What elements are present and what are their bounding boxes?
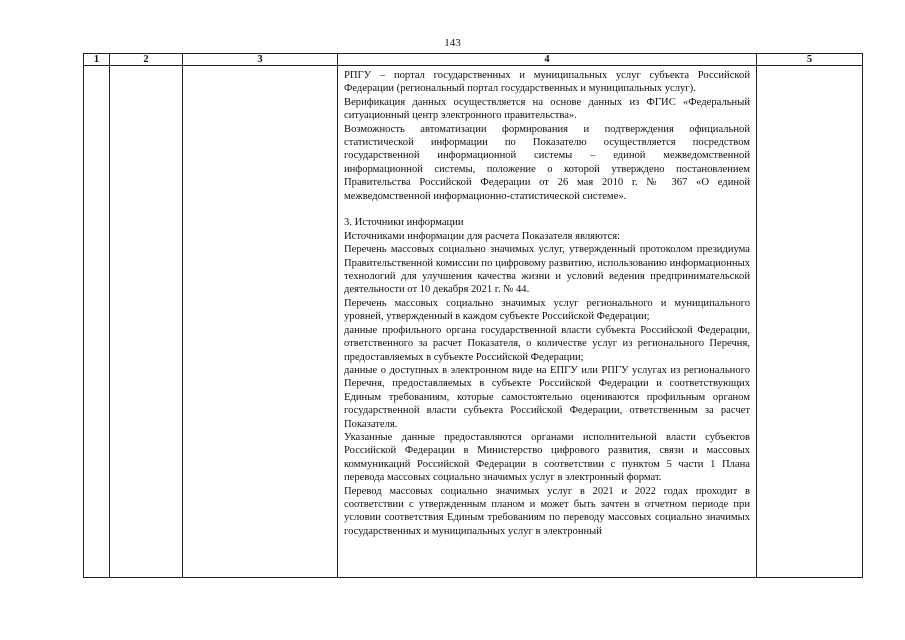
cell-col-1: [84, 66, 110, 578]
col-header-1: 1: [84, 54, 110, 66]
text-paragraph: Перевод массовых социально значимых услуг в 2021 и 2022 годах проходит в соответствии с утвержденным планом и может быть зачтен в отчетном периоде при условии соответствия Единым требованиям по переводу массовых социально значимых государственных и муниципальных услуг в электронный: [344, 485, 750, 537]
table-row: [84, 66, 863, 578]
cell-col-5: [757, 66, 863, 578]
table-header-row: [84, 54, 863, 66]
col-header-3: 3: [183, 54, 338, 66]
text-paragraph: РПГУ – портал государственных и муниципальных услуг субъекта Российской Федерации (региональный портал государственных и муниципальных услуг).: [344, 70, 750, 95]
text-paragraph: Перечень массовых социально значимых услуг, утвержденный протоколом президиума Правительственной комиссии по цифровому развитию, использованию информационных технологий для улучшения качества жизни и условий ведения предпринимательской деятельности от 10 декабря 2021 г. № 44.: [344, 244, 750, 296]
cell-col-3: [183, 66, 338, 578]
text-paragraph: Возможность автоматизации формирования и подтверждения официальной статистической информации по Показателю осуществляется посредством государственной информационной системы – единой межведомственной информационной системы, положение о которой утверждено постановлением Правительства Российской Федерации от 26 мая 2010 г. № 367 «О единой межведомственной информационно-статистической системе».: [344, 123, 750, 202]
cell-col-4: [338, 66, 757, 578]
col-header-5: 5: [757, 54, 863, 66]
document-table: [83, 53, 863, 578]
text-paragraph: Перечень массовых социально значимых услуг регионального и муниципального уровней, утвержденный в каждом субъекте Российской Федерации;: [344, 297, 750, 323]
cell-col-2: [110, 66, 183, 578]
text-paragraph: 3. Источники информации: [344, 217, 464, 229]
paragraph-gap: [344, 203, 750, 216]
text-paragraph: Источниками информации для расчета Показателя являются:: [344, 230, 621, 242]
text-paragraph: Указанные данные предоставляются органами исполнительной власти субъектов Российской Федерации в Министерство цифрового развития, связи и массовых коммуникаций Российской Федерации в соответствии с пунктом 5 части 1 Плана перевода массовых социально значимых услуг в электронный формат.: [344, 431, 750, 484]
text-paragraph: данные профильного органа государственной власти субъекта Российской Федерации, ответственного за расчет Показателя, о количестве услуг из регионального Перечня, предоставляемых в субъекте Российской Федерации;: [344, 324, 750, 363]
page-number: 143: [444, 37, 461, 49]
col-header-4: 4: [338, 54, 757, 66]
text-paragraph: Верификация данных осуществляется на основе данных из ФГИС «Федеральный ситуационный центр электронного правительства».: [344, 96, 750, 122]
text-paragraph: данные о доступных в электронном виде на ЕПГУ или РПГУ услугах из регионального Перечня, предоставляемых в субъекте Российской Федерации и соответствующих Единым требованиям, которые самостоятельно оцениваются профильным органом государственной власти субъекта Российской Федерации, ответственным за расчет Показателя.: [344, 364, 750, 430]
col-header-2: 2: [110, 54, 183, 66]
col4-text-content: [338, 66, 756, 577]
